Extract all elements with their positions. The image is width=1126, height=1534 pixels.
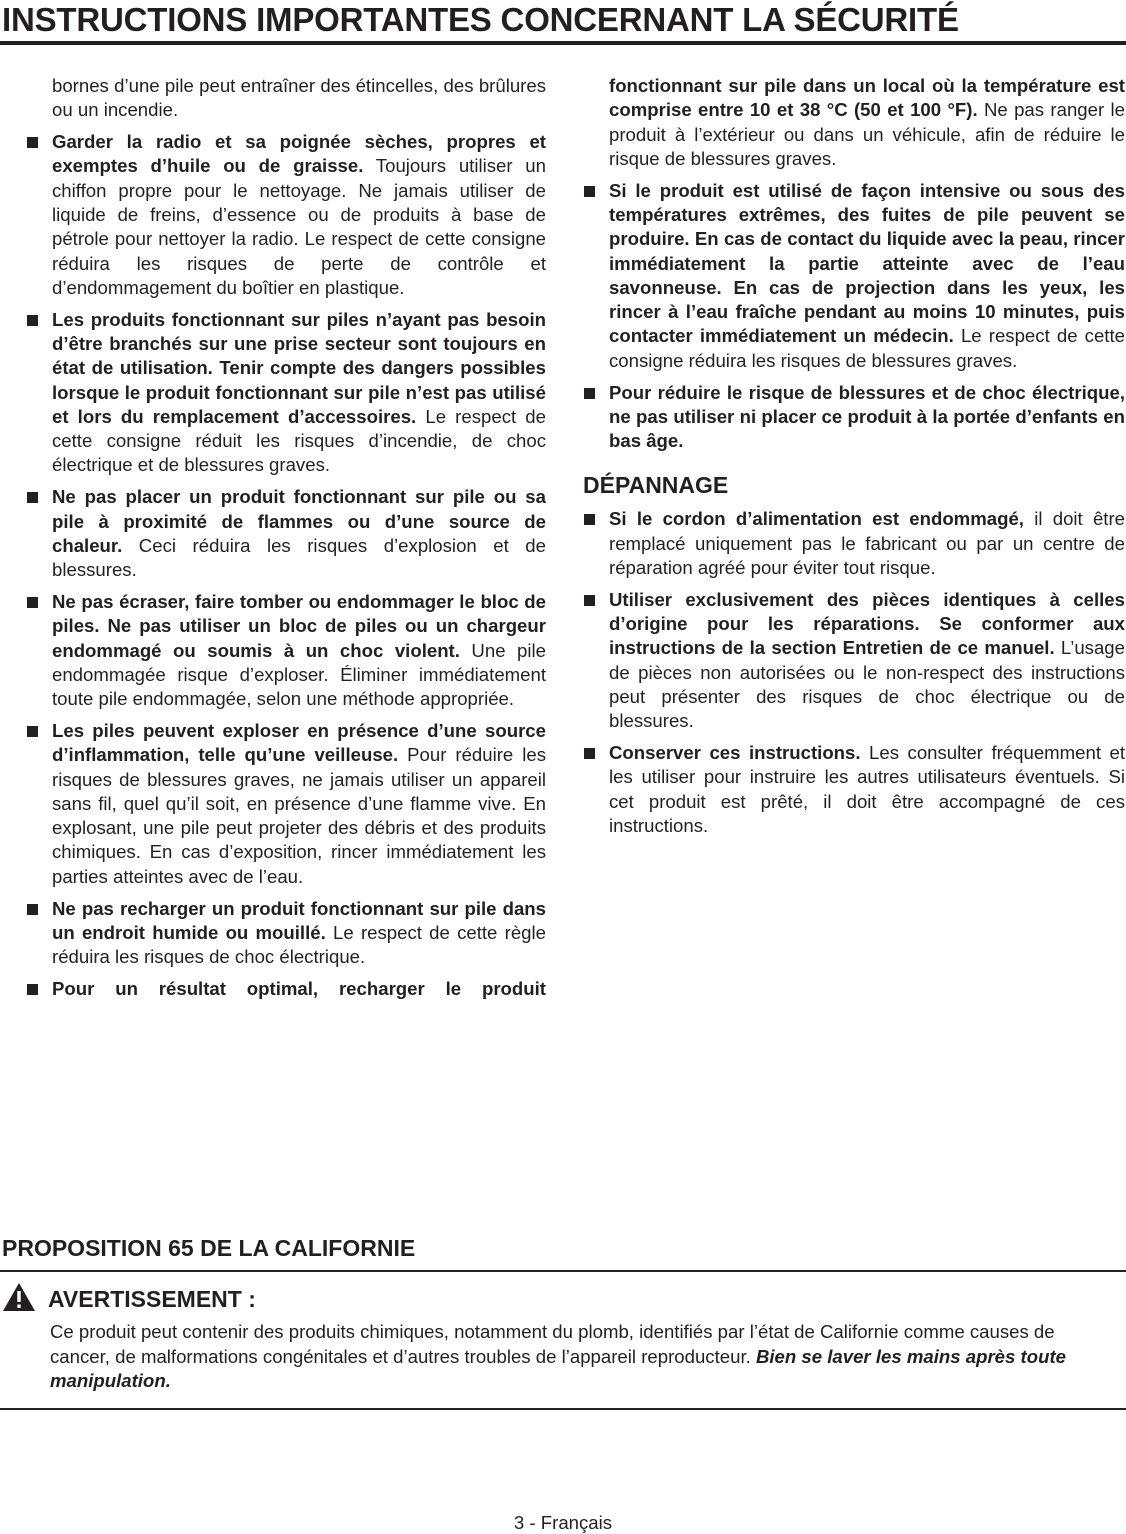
- list-item: Ne pas recharger un produit fonctionnant sur pile dans un endroit humide ou mouillé. Le respect de cette règle réduira les risques de choc électrique.: [26, 897, 546, 970]
- divider: [0, 1270, 1126, 1272]
- list-item: Si le cordon d’alimentation est endommagé, il doit être remplacé uniquement pas le fabricant ou par un centre de réparation agréé pour éviter tout risque.: [583, 507, 1125, 580]
- square-bullet-icon: [584, 514, 595, 525]
- square-bullet-icon: [27, 726, 38, 737]
- divider: [0, 1408, 1126, 1410]
- page-number: 3 - Français: [513, 1512, 613, 1533]
- warning-title: AVERTISSEMENT :: [48, 1286, 256, 1312]
- list-item: Ne pas placer un produit fonctionnant sur pile ou sa pile à proximité de flammes ou d’une source de chaleur. Ceci réduira les risques d’explosion et de blessures.: [26, 485, 546, 582]
- square-bullet-icon: [27, 904, 38, 915]
- page-title: INSTRUCTIONS IMPORTANTES CONCERNANT LA SÉCURITÉ: [2, 1, 959, 38]
- continued-item: fonctionnant sur pile dans un local où la température est comprise entre 10 et 38 °C (50 et 100 °F). Ne pas ranger le produit à l’extérieur ou dans un véhicule, afin de réduire le risque de blessures graves.: [609, 75, 1125, 169]
- warning-emphasis: Bien se laver les mains après toute manipulation.: [50, 1345, 1066, 1391]
- warning-body: Ce produit peut contenir des produits chimiques, notamment du plomb, identifiés par l’état de Californie comme causes de cancer, de malformations congénitales et d’autres troubles de l’appareil reproducteur. Bien se laver les mains après toute manipulation.: [50, 1321, 1066, 1391]
- page-header: [0, 0, 1126, 46]
- list-item: Pour un résultat optimal, recharger le produit: [26, 977, 546, 1001]
- list-item: Utiliser exclusivement des pièces identiques à celles d’origine pour les réparations. Se conformer aux instructions de la section Entretien de ce manuel. L’usage de pièces non autorisées ou le non-respect des instructions peut présenter des risques de choc électrique ou de blessures.: [583, 588, 1125, 734]
- square-bullet-icon: [584, 748, 595, 759]
- left-column: [26, 74, 546, 1009]
- square-bullet-icon: [27, 137, 38, 148]
- warning-heading: [0, 1280, 1126, 1320]
- warning-triangle-icon: [2, 1282, 36, 1312]
- prop65-title: PROPOSITION 65 DE LA CALIFORNIE: [2, 1235, 416, 1261]
- list-item: Conserver ces instructions. Les consulter fréquemment et les utiliser pour instruire les autres utilisateurs éventuels. Si cet produit est prêté, il doit être accompagné de ces instructions.: [583, 741, 1125, 838]
- list-item: Ne pas écraser, faire tomber ou endommager le bloc de piles. Ne pas utiliser un bloc de piles ou un chargeur endommagé ou soumis à un choc violent. Une pile endommagée risque d’exploser. Éliminer immédiatement toute pile endommagée, selon une méthode appropriée.: [26, 590, 546, 711]
- header-rule: [0, 41, 1126, 45]
- square-bullet-icon: [27, 315, 38, 326]
- list-item: Pour réduire le risque de blessures et de choc électrique, ne pas utiliser ni placer ce produit à la portée d’enfants en bas âge.: [583, 381, 1125, 454]
- square-bullet-icon: [584, 595, 595, 606]
- square-bullet-icon: [27, 984, 38, 995]
- square-bullet-icon: [27, 492, 38, 503]
- prop65-section: [0, 1234, 1126, 1410]
- list-item: Les produits fonctionnant sur piles n’ayant pas besoin d’être branchés sur une prise secteur sont toujours en état de utilisation. Tenir compte des dangers possibles lorsque le produit fonctionnant sur pile n’est pas utilisé et lors du remplacement d’accessoires. Le respect de cette consigne réduit les risques d’incendie, de choc électrique et de blessures graves.: [26, 308, 546, 478]
- list-item: Garder la radio et sa poignée sèches, propres et exemptes d’huile ou de graisse. Toujours utiliser un chiffon propre pour le nettoyage. Ne jamais utiliser de liquide de freins, d’essence ou de produits à base de pétrole pour nettoyer la radio. Le respect de cette consigne réduira les risques de perte de contrôle et d’endommagement du boîtier en plastique.: [26, 130, 546, 300]
- square-bullet-icon: [584, 388, 595, 399]
- list-item: Si le produit est utilisé de façon intensive ou sous des températures extrêmes, des fuites de pile peuvent se produire. En cas de contact du liquide avec la peau, rincer immédiatement la partie atteinte avec de l’eau savonneuse. En cas de projection dans les yeux, les rincer à l’eau fraîche pendant au moins 10 minutes, puis contacter immédiatement un médecin. Le respect de cette consigne réduira les risques de blessures graves.: [583, 179, 1125, 373]
- right-column: [583, 74, 1125, 846]
- square-bullet-icon: [584, 186, 595, 197]
- section-title-depannage: DÉPANNAGE: [583, 472, 729, 499]
- list-item: Les piles peuvent exploser en présence d’une source d’inflammation, telle qu’une veilleuse. Pour réduire les risques de blessures graves, ne jamais utiliser un appareil sans fil, quel qu’il soit, en présence d’une flamme vive. En explosant, une pile peut projeter des débris et des produits chimiques. En cas d’exposition, rincer immédiatement les parties atteintes avec de l’eau.: [26, 719, 546, 889]
- continued-paragraph: bornes d’une pile peut entraîner des étincelles, des brûlures ou un incendie.: [52, 75, 546, 121]
- square-bullet-icon: [27, 597, 38, 608]
